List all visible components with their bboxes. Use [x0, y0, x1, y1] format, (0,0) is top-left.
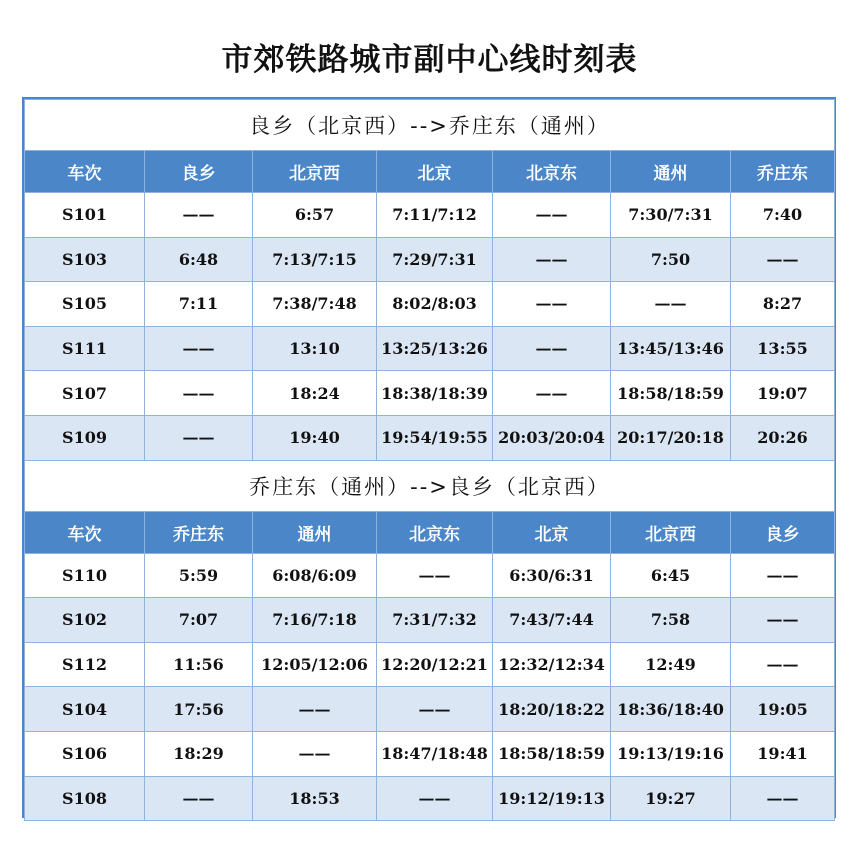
column-header-station: 北京西 [611, 511, 731, 553]
time-cell: 13:45/13:46 [611, 326, 731, 371]
column-header-station: 北京东 [493, 151, 611, 193]
time-cell: 6:45 [611, 553, 731, 598]
time-cell: —— [493, 326, 611, 371]
column-header-station: 良乡 [145, 151, 253, 193]
time-cell: 7:29/7:31 [377, 237, 493, 282]
direction-row [25, 100, 835, 151]
table-row [25, 731, 835, 776]
column-header-train: 车次 [25, 511, 145, 553]
time-cell: 11:56 [145, 642, 253, 687]
train-number-cell: S110 [25, 553, 145, 598]
time-cell: 8:02/8:03 [377, 282, 493, 327]
train-number-cell: S103 [25, 237, 145, 282]
time-cell: 12:32/12:34 [493, 642, 611, 687]
column-header-station: 乔庄东 [731, 151, 835, 193]
time-cell: 19:54/19:55 [377, 415, 493, 460]
time-cell: 5:59 [145, 553, 253, 598]
page-title: 市郊铁路城市副中心线时刻表 [221, 42, 638, 78]
time-cell: 7:58 [611, 598, 731, 643]
time-cell: 19:07 [731, 371, 835, 416]
column-header-station: 乔庄东 [145, 511, 253, 553]
time-cell: 7:11 [145, 282, 253, 327]
train-number-cell: S108 [25, 776, 145, 821]
column-header-station: 北京 [493, 511, 611, 553]
header-row [25, 151, 835, 193]
train-number-cell: S109 [25, 415, 145, 460]
time-cell: 6:30/6:31 [493, 553, 611, 598]
time-cell: —— [611, 282, 731, 327]
header-row [25, 511, 835, 553]
time-cell: 7:30/7:31 [611, 193, 731, 238]
time-cell: —— [493, 193, 611, 238]
train-number-cell: S112 [25, 642, 145, 687]
time-cell: 19:12/19:13 [493, 776, 611, 821]
table-row [25, 193, 835, 238]
time-cell: 19:27 [611, 776, 731, 821]
table-row [25, 776, 835, 821]
time-cell: —— [493, 282, 611, 327]
time-cell: 19:13/19:16 [611, 731, 731, 776]
table-row [25, 553, 835, 598]
column-header-station: 通州 [611, 151, 731, 193]
time-cell: 20:17/20:18 [611, 415, 731, 460]
train-number-cell: S106 [25, 731, 145, 776]
time-cell: 13:25/13:26 [377, 326, 493, 371]
time-cell: 6:08/6:09 [253, 553, 377, 598]
time-cell: 7:50 [611, 237, 731, 282]
time-cell: 13:55 [731, 326, 835, 371]
time-cell: —— [731, 642, 835, 687]
direction-row [25, 460, 835, 511]
time-cell: 19:05 [731, 687, 835, 732]
time-cell: 7:07 [145, 598, 253, 643]
direction-label: 良乡（北京西）-->乔庄东（通州） [25, 100, 835, 151]
time-cell: —— [731, 776, 835, 821]
time-cell: —— [493, 237, 611, 282]
time-cell: 8:27 [731, 282, 835, 327]
time-cell: 7:40 [731, 193, 835, 238]
table-row [25, 598, 835, 643]
table-row [25, 237, 835, 282]
time-cell: 18:58/18:59 [611, 371, 731, 416]
time-cell: 12:20/12:21 [377, 642, 493, 687]
time-cell: 7:31/7:32 [377, 598, 493, 643]
time-cell: 12:05/12:06 [253, 642, 377, 687]
time-cell: 12:49 [611, 642, 731, 687]
time-cell: —— [145, 193, 253, 238]
time-cell: —— [377, 776, 493, 821]
train-number-cell: S107 [25, 371, 145, 416]
timetable [24, 99, 835, 821]
train-number-cell: S101 [25, 193, 145, 238]
time-cell: —— [145, 371, 253, 416]
time-cell: 18:29 [145, 731, 253, 776]
time-cell: 6:57 [253, 193, 377, 238]
table-row [25, 371, 835, 416]
time-cell: —— [731, 553, 835, 598]
time-cell: 19:40 [253, 415, 377, 460]
table-row [25, 642, 835, 687]
time-cell: 7:11/7:12 [377, 193, 493, 238]
time-cell: 17:56 [145, 687, 253, 732]
time-cell: —— [145, 415, 253, 460]
table-row [25, 326, 835, 371]
time-cell: —— [253, 687, 377, 732]
column-header-station: 北京西 [253, 151, 377, 193]
timetable-frame [22, 97, 836, 818]
train-number-cell: S111 [25, 326, 145, 371]
column-header-train: 车次 [25, 151, 145, 193]
column-header-station: 北京东 [377, 511, 493, 553]
time-cell: —— [377, 687, 493, 732]
time-cell: 18:36/18:40 [611, 687, 731, 732]
train-number-cell: S104 [25, 687, 145, 732]
time-cell: 7:13/7:15 [253, 237, 377, 282]
time-cell: 18:58/18:59 [493, 731, 611, 776]
time-cell: 18:20/18:22 [493, 687, 611, 732]
time-cell: 6:48 [145, 237, 253, 282]
time-cell: 18:24 [253, 371, 377, 416]
time-cell: 7:38/7:48 [253, 282, 377, 327]
table-row [25, 415, 835, 460]
time-cell: 18:53 [253, 776, 377, 821]
train-number-cell: S105 [25, 282, 145, 327]
column-header-station: 通州 [253, 511, 377, 553]
time-cell: 7:43/7:44 [493, 598, 611, 643]
time-cell: —— [145, 776, 253, 821]
train-number-cell: S102 [25, 598, 145, 643]
time-cell: —— [731, 237, 835, 282]
column-header-station: 良乡 [731, 511, 835, 553]
time-cell: 13:10 [253, 326, 377, 371]
time-cell: 19:41 [731, 731, 835, 776]
direction-label: 乔庄东（通州）-->良乡（北京西） [25, 460, 835, 511]
time-cell: 18:47/18:48 [377, 731, 493, 776]
time-cell: —— [253, 731, 377, 776]
time-cell: 20:03/20:04 [493, 415, 611, 460]
time-cell: —— [377, 553, 493, 598]
time-cell: —— [145, 326, 253, 371]
table-row [25, 282, 835, 327]
table-row [25, 687, 835, 732]
column-header-station: 北京 [377, 151, 493, 193]
time-cell: —— [493, 371, 611, 416]
time-cell: 20:26 [731, 415, 835, 460]
time-cell: 18:38/18:39 [377, 371, 493, 416]
time-cell: 7:16/7:18 [253, 598, 377, 643]
time-cell: —— [731, 598, 835, 643]
